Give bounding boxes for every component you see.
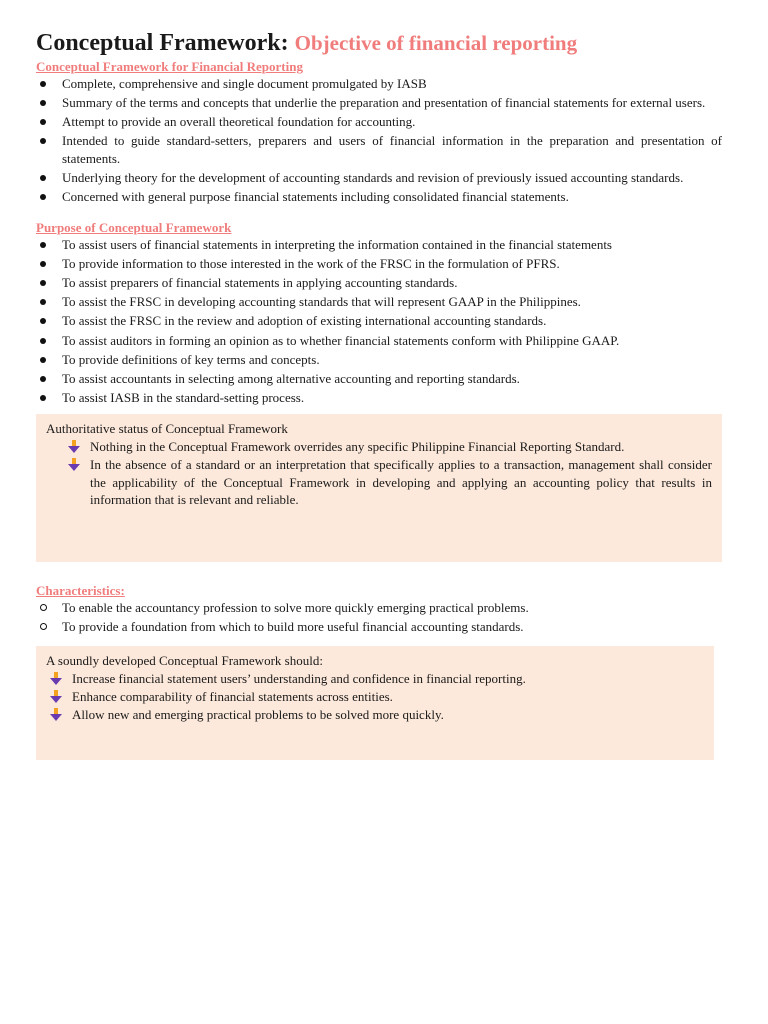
bullet-icon bbox=[40, 119, 46, 125]
list-item: Allow new and emerging practical problems to be solved more quickly. bbox=[46, 706, 704, 723]
box-title: A soundly developed Conceptual Framework should: bbox=[46, 652, 323, 668]
document-page bbox=[36, 28, 722, 760]
section2-list bbox=[36, 236, 722, 406]
box2-list bbox=[46, 670, 704, 724]
list-item: To assist the FRSC in the review and adoption of existing international accounting standards. bbox=[36, 312, 722, 329]
box1-list bbox=[46, 438, 712, 508]
down-arrow-icon bbox=[50, 690, 62, 703]
section-heading-characteristics: Characteristics: bbox=[36, 583, 125, 599]
list-item: Intended to guide standard-setters, preparers and users of financial information in the preparation and presentation of statements. bbox=[36, 132, 722, 167]
bullet-icon bbox=[40, 395, 46, 401]
bullet-icon bbox=[40, 376, 46, 382]
list-item: In the absence of a standard or an interpretation that specifically applies to a transaction, management shall consider the applicability of the Conceptual Framework in developing and applying an accounting policy that results in information that is relevant and reliable. bbox=[46, 456, 712, 508]
title-main: Conceptual Framework: bbox=[36, 30, 289, 56]
bullet-icon bbox=[40, 175, 46, 181]
section-heading-purpose: Purpose of Conceptual Framework bbox=[36, 220, 232, 236]
down-arrow-icon bbox=[50, 672, 62, 685]
circle-bullet-icon bbox=[40, 604, 47, 611]
section-heading-conceptual-framework: Conceptual Framework for Financial Reporting bbox=[36, 59, 303, 74]
list-item: To provide a foundation from which to build more useful financial accounting standards. bbox=[36, 618, 722, 635]
bullet-icon bbox=[40, 138, 46, 144]
bullet-icon bbox=[40, 194, 46, 200]
bullet-icon bbox=[40, 357, 46, 363]
list-item: To assist auditors in forming an opinion as to whether financial statements conform with Philippine GAAP. bbox=[36, 332, 722, 349]
section1-list bbox=[36, 75, 722, 205]
list-item: Underlying theory for the development of accounting standards and revision of previously issued accounting standards. bbox=[36, 169, 722, 186]
box-title: Authoritative status of Conceptual Framework bbox=[46, 421, 288, 437]
list-item: To enable the accountancy profession to solve more quickly emerging practical problems. bbox=[36, 599, 722, 616]
section3-list bbox=[36, 599, 722, 635]
down-arrow-icon bbox=[68, 440, 80, 453]
list-item: To assist IASB in the standard-setting process. bbox=[36, 389, 722, 406]
down-arrow-icon bbox=[50, 708, 62, 721]
circle-bullet-icon bbox=[40, 623, 47, 630]
bullet-icon bbox=[40, 280, 46, 286]
list-item: Complete, comprehensive and single document promulgated by IASB bbox=[36, 75, 722, 92]
list-item: Attempt to provide an overall theoretical foundation for accounting. bbox=[36, 113, 722, 130]
list-item: To assist preparers of financial statements in applying accounting standards. bbox=[36, 274, 722, 291]
list-item: To assist users of financial statements in interpreting the information contained in the financial statements bbox=[36, 236, 722, 253]
list-item: Nothing in the Conceptual Framework overrides any specific Philippine Financial Reporting Standard. bbox=[46, 438, 712, 455]
bullet-icon bbox=[40, 242, 46, 248]
list-item: Concerned with general purpose financial statements including consolidated financial statements. bbox=[36, 188, 722, 205]
bullet-icon bbox=[40, 81, 46, 87]
bullet-icon bbox=[40, 100, 46, 106]
list-item: To provide definitions of key terms and concepts. bbox=[36, 351, 722, 368]
authoritative-status-box bbox=[36, 414, 722, 562]
bullet-icon bbox=[40, 318, 46, 324]
bullet-icon bbox=[40, 261, 46, 267]
list-item: To assist the FRSC in developing accounting standards that will represent GAAP in the Philippines. bbox=[36, 293, 722, 310]
bullet-icon bbox=[40, 338, 46, 344]
list-item: Enhance comparability of financial statements across entities. bbox=[46, 688, 704, 705]
page-title bbox=[36, 28, 722, 58]
list-item: To provide information to those interested in the work of the FRSC in the formulation of PFRS. bbox=[36, 255, 722, 272]
list-item: Increase financial statement users’ understanding and confidence in financial reporting. bbox=[46, 670, 704, 687]
soundly-developed-box bbox=[36, 646, 714, 760]
bullet-icon bbox=[40, 299, 46, 305]
list-item: To assist accountants in selecting among alternative accounting and reporting standards. bbox=[36, 370, 722, 387]
down-arrow-icon bbox=[68, 458, 80, 471]
title-subtitle: Objective of financial reporting bbox=[294, 31, 578, 55]
list-item: Summary of the terms and concepts that underlie the preparation and presentation of financial statements for external users. bbox=[36, 94, 722, 111]
